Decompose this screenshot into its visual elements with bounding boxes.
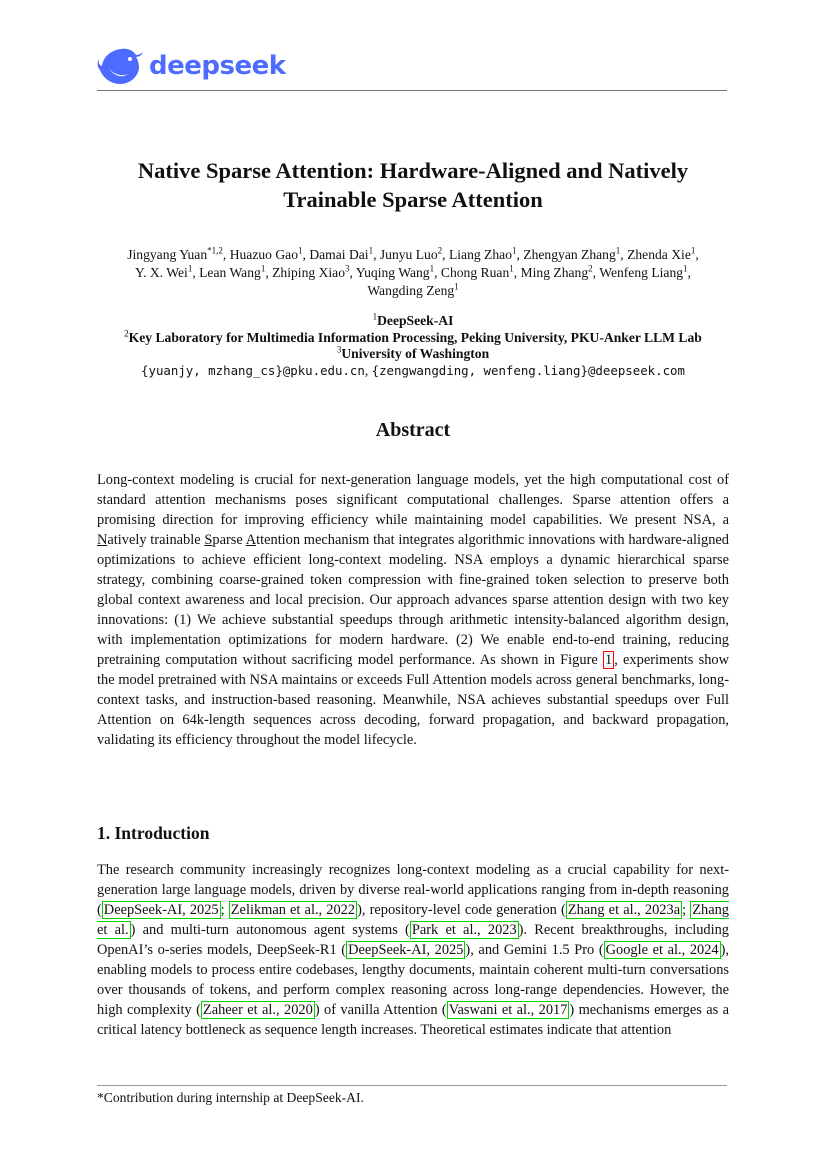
- abstract-heading: Abstract: [375, 419, 451, 441]
- author: Wangding Zeng$^1$: [367, 281, 459, 298]
- citation-link[interactable]: Zaheer et al., 2020: [202, 1002, 313, 1018]
- author: Damai Dai$^1$,: [309, 245, 380, 262]
- affiliation: $^1$DeepSeek-AI: [372, 311, 454, 328]
- title-line-1: Native Sparse Attention: Hardware-Aligned and Natively: [137, 158, 689, 183]
- citation-link[interactable]: DeepSeek-AI, 2025: [103, 902, 219, 918]
- affiliation: $^2$Key Laboratory for Multimedia Information Processing, Peking University, PKU-Anker LLM Lab: [124, 327, 702, 345]
- whale-icon: [97, 46, 145, 86]
- author: Liang Zhao$^1$,: [448, 245, 524, 262]
- author: Ming Zhang$^2$,: [520, 263, 600, 280]
- citation-link[interactable]: Zelikman et al., 2022: [230, 902, 356, 918]
- emails: {yuanjy, mzhang_cs}@pku.edu.cn, {zengwangding, wenfeng.liang}@deepseek.com: [141, 362, 685, 378]
- logo-text: deepseek: [149, 51, 286, 81]
- author: Zhengyan Zhang$^1$,: [523, 245, 628, 262]
- citation-link[interactable]: Park et al., 2023: [411, 922, 517, 938]
- author: Chong Ruan$^1$,: [440, 263, 521, 280]
- email-pku: {yuanjy, mzhang_cs}@pku.edu.cn: [141, 362, 365, 378]
- footnote: *Contribution during internship at DeepSeek-AI.: [97, 1090, 364, 1105]
- deepseek-logo: [97, 46, 286, 86]
- introduction-body: The research community increasingly recognizes long-context modeling as a crucial capability for next-generation large language models, driven by diverse real-world applications ranging from in-depth reasoning ( DeepSeek-AI, 2025 ; Zelikman et al., 2022 ), repository-level code generation ( Zhang et al., 2023a ; Zhang et al. ) and multi-turn autonomous agent systems ( Park et al., 2023 ). Recent breakthroughs, including OpenAI’s o-series models, DeepSeek-R1 ( DeepSeek-AI, 2025 ), and Gemini 1.5 Pro ( Google et al., 2024 ), enabling models to process entire codebases, lengthy documents, maintain coherent multi-turn conversations over thousands of tokens, and perform complex reasoning across long-range dependencies. However, the high complexity ( Zaheer et al., 2020 ) of vanilla Attention ( Vaswani et al., 2017 ) mechanisms emerges as a critical latency bottleneck as sequence length increases. Theoretical estimates indicate that attention: [97, 862, 730, 1038]
- email-deepseek: {zengwangding, wenfeng.liang}@deepseek.com: [371, 362, 685, 378]
- author: Yuqing Wang$^1$,: [355, 263, 441, 280]
- figure-link[interactable]: 1: [605, 652, 613, 668]
- affiliation: $^3$University of Washington: [336, 344, 490, 361]
- citation-link[interactable]: Zhang et al., 2023a: [567, 902, 681, 918]
- author: Zhenda Xie$^1$,: [627, 245, 699, 262]
- author: Lean Wang$^1$,: [199, 263, 273, 280]
- citation-link[interactable]: Zhang et al.: [97, 902, 729, 938]
- title-line-2: Trainable Sparse Attention: [283, 187, 543, 212]
- abstract-body: Long-context modeling is crucial for next-generation language models, yet the high computational cost of standard attention mechanisms poses significant computational challenges. Sparse attention offers a promising direction for improving efficiency while maintaining model capabilities. We present NSA, a Natively trainable Sparse Attention mechanism that integrates algorithmic innovations with hardware-aligned optimizations to achieve efficient long-context modeling. NSA employs a dynamic hierarchical sparse strategy, combining coarse-grained token compression with fine-grained token selection to preserve both global context awareness and local precision. Our approach advances sparse attention design with two key innovations: (1) We achieve substantial speedups through arithmetic intensity-balanced algorithm design, with implementation optimizations for modern hardware. (2) We enable end-to-end training, reducing pretraining computation without sacrificing model performance. As shown in Figure 1 , experiments show the model pretrained with NSA maintains or exceeds Full Attention models across general benchmarks, long-context tasks, and instruction-based reasoning. Meanwhile, NSA achieves substantial speedups over Full Attention on 64k-length sequences across decoding, forward propagation, and backward propagation, validating its efficiency throughout the model lifecycle.: [97, 472, 730, 748]
- author: Y. X. Wei$^1$,: [135, 263, 200, 280]
- author: Junyu Luo$^2$,: [379, 245, 449, 262]
- affiliations: [97, 313, 729, 379]
- citation-link[interactable]: Vaswani et al., 2017: [448, 1002, 568, 1018]
- section-heading-introduction: 1. Introduction: [97, 823, 210, 843]
- paper-title: [97, 156, 729, 214]
- header-divider: [97, 90, 727, 91]
- author: Zhiping Xiao$^3$,: [272, 263, 356, 280]
- citation-link[interactable]: Google et al., 2024: [605, 942, 719, 958]
- author: Huazuo Gao$^1$,: [229, 245, 310, 262]
- author: Wenfeng Liang$^1$,: [599, 263, 691, 280]
- citation-link[interactable]: DeepSeek-AI, 2025: [348, 942, 464, 958]
- author: Jingyang Yuan$^{*1,2}$,: [127, 245, 230, 262]
- author-list: [97, 246, 729, 300]
- footnote-divider: [97, 1085, 727, 1086]
